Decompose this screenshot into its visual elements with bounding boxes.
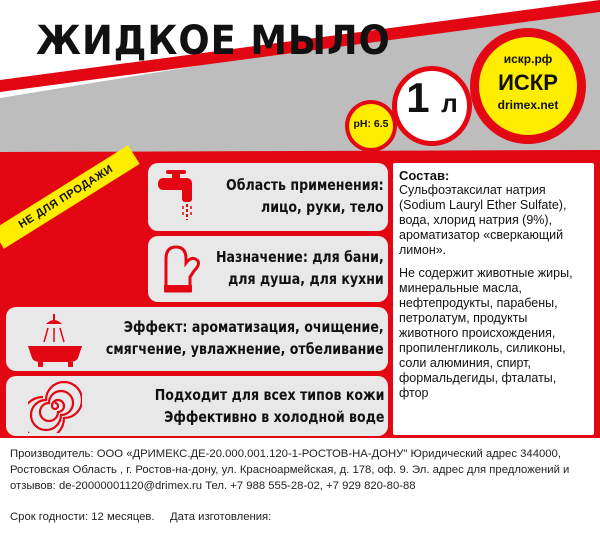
ph-value: pH: 6.5 xyxy=(353,118,389,130)
composition-note: Не содержит животные жиры, минеральные масла, нефтепродукты, парабены, петролатум, продукты животного происхождения, пропиленгликоль, силиконы, соли алюминия, спирт, формальдегиды, фталаты, фтор xyxy=(399,266,573,400)
faucet-icon xyxy=(152,168,206,222)
feature-skin-types-text xyxy=(154,384,384,428)
feature-line: Эффект: ароматизация, очищение, xyxy=(124,318,384,336)
volume-value xyxy=(397,74,467,122)
shelf-life: Срок годности: 12 месяцев. xyxy=(10,511,155,523)
brand-name: ИСКР xyxy=(498,70,558,95)
composition-panel xyxy=(393,163,594,435)
composition-text: Сульфоэтаксилат натрия (Sodium Lauryl Ether Sulfate), вода, хлорид натрия (9%), ароматизатор «сверкающий лимон». xyxy=(399,183,567,257)
bathtub-shower-icon xyxy=(24,310,86,368)
feature-effect-text xyxy=(106,316,384,360)
bath-mitten-icon xyxy=(154,241,208,295)
feature-line: Назначение: для бани, xyxy=(216,248,384,266)
product-title: ЖИДКОЕ МЫЛО xyxy=(36,18,391,64)
spiral-icon xyxy=(28,379,82,433)
feature-line: лицо, руки, тело xyxy=(261,198,384,216)
feature-line: Эффективно в холодной воде xyxy=(163,408,384,426)
label-header xyxy=(0,0,600,158)
production-date: Дата изготовления: xyxy=(170,511,272,523)
feature-purpose-text xyxy=(216,246,384,290)
brand-site: искр.рф xyxy=(503,52,553,66)
not-for-sale-ribbon: НЕ ДЛЯ ПРОДАЖИ xyxy=(0,145,140,248)
manufacturer-info: Производитель: ООО «ДРИМЕКС.ДЕ-20.000.001.120-1-РОСТОВ-НА-ДОНУ" Юридический адрес 344000, Ростовская Область , г. Ростов-на-дону, ул. Красноармейская, д. 178, оф. 9. Эл. адрес для предложений и отзывов: de-20000001120@drimex.ru Тел. +7 988 555-28-02, +7 929 820-80-88 xyxy=(10,448,570,492)
feature-line: Подходит для всех типов кожи xyxy=(154,386,384,404)
brand-url: drimex.net xyxy=(497,98,559,112)
composition-heading: Состав: xyxy=(399,168,450,183)
volume-number: 1 xyxy=(406,74,430,121)
feature-line: Область применения: xyxy=(226,176,384,194)
feature-line: смягчение, увлажнение, отбеливание xyxy=(106,340,384,358)
volume-unit: л xyxy=(441,88,458,118)
feature-usage-area-text xyxy=(226,174,384,218)
feature-line: для душа, для кухни xyxy=(228,270,384,288)
